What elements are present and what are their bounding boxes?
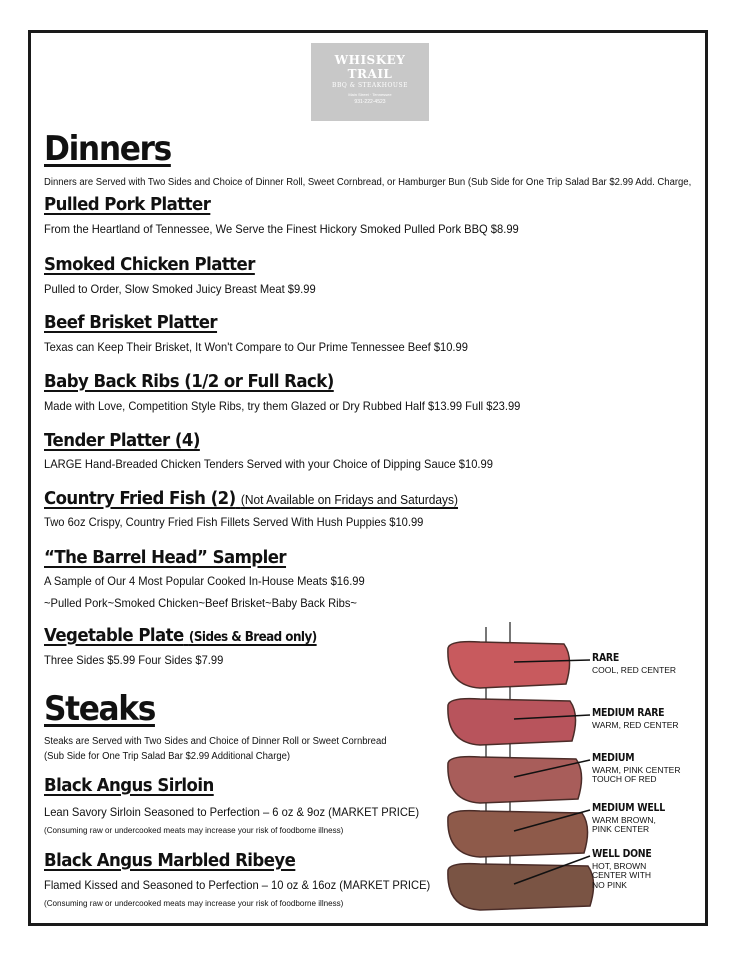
steak-slice xyxy=(448,642,570,688)
doneness-label xyxy=(592,848,662,890)
doneness-label xyxy=(592,752,680,785)
dinners-title: Dinners xyxy=(44,129,171,169)
menu-item-note: (Not Available on Fridays and Saturdays) xyxy=(240,492,459,507)
dinners-intro: Dinners are Served with Two Sides and Choice of Dinner Roll, Sweet Cornbread, or Hamburger Bun (Sub Side for One Trip Salad Bar $2.99 Add. Charge, xyxy=(44,177,692,188)
restaurant-logo xyxy=(311,43,429,121)
doneness-description: WARM, RED CENTER xyxy=(592,720,679,731)
steak-slice xyxy=(448,811,588,857)
food-safety-disclaimer: (Consuming raw or undercooked meats may increase your risk of foodborne illness) xyxy=(44,825,344,835)
menu-item-desc: Flamed Kissed and Seasoned to Perfection – 10 oz & 16oz (MARKET PRICE) xyxy=(44,878,431,892)
menu-item-title xyxy=(44,627,317,645)
doneness-label xyxy=(592,652,676,675)
doneness-description: COOL, RED CENTER xyxy=(592,665,677,676)
menu-item-desc: LARGE Hand-Breaded Chicken Tenders Served with your Choice of Dipping Sauce $10.99 xyxy=(44,457,493,471)
doneness-name: RARE xyxy=(592,651,620,664)
doneness-name: WELL DONE xyxy=(592,847,652,860)
menu-item-desc-2: ~Pulled Pork~Smoked Chicken~Beef Brisket~Baby Back Ribs~ xyxy=(44,596,357,610)
menu-item-title: Black Angus Marbled Ribeye xyxy=(44,850,296,871)
doneness-description: NO PINK xyxy=(592,879,627,890)
doneness-description: CENTER WITH xyxy=(592,870,652,881)
food-safety-disclaimer: (Consuming raw or undercooked meats may increase your risk of foodborne illness) xyxy=(44,898,344,908)
doneness-label xyxy=(592,802,678,835)
menu-item-desc: Three Sides $5.99 Four Sides $7.99 xyxy=(44,653,224,667)
menu-item-note: (Sides & Bread only) xyxy=(188,630,317,645)
menu-item-title xyxy=(44,490,458,508)
doneness-description: TOUCH OF RED xyxy=(592,774,657,785)
logo-tagline: BBQ & STEAKHOUSE xyxy=(332,82,408,89)
menu-item-name: Country Fried Fish (2) xyxy=(44,488,236,509)
steaks-intro-2: (Sub Side for One Trip Salad Bar $2.99 Additional Charge) xyxy=(44,751,291,762)
logo-name: WHISKEY TRAIL xyxy=(334,53,406,81)
steak-slice xyxy=(448,864,594,910)
menu-item-desc: Two 6oz Crispy, Country Fried Fish Fillets Served With Hush Puppies $10.99 xyxy=(44,515,424,529)
menu-item-title: Smoked Chicken Platter xyxy=(44,254,255,275)
doneness-name: MEDIUM xyxy=(592,751,635,764)
menu-item-desc: A Sample of Our 4 Most Popular Cooked In-House Meats $16.99 xyxy=(44,574,365,588)
menu-item-desc: Lean Savory Sirloin Seasoned to Perfection – 6 oz & 9oz (MARKET PRICE) xyxy=(44,805,420,819)
menu-item-title: Pulled Pork Platter xyxy=(44,194,211,215)
menu-item-title: Black Angus Sirloin xyxy=(44,775,214,796)
menu-item-desc: Texas can Keep Their Brisket, It Won't Compare to Our Prime Tennessee Beef $10.99 xyxy=(44,340,468,354)
steaks-intro: Steaks are Served with Two Sides and Choice of Dinner Roll or Sweet Cornbread xyxy=(44,736,387,747)
steak-slice xyxy=(448,757,582,803)
doneness-description: HOT, BROWN xyxy=(592,861,647,872)
steak-slice xyxy=(448,699,576,745)
logo-address: Main Street · Tennessee xyxy=(348,92,392,97)
menu-item-desc: Pulled to Order, Slow Smoked Juicy Breast Meat $9.99 xyxy=(44,282,316,296)
doneness-label xyxy=(592,707,679,730)
menu-item-desc: From the Heartland of Tennessee, We Serve the Finest Hickory Smoked Pulled Pork BBQ $8.99 xyxy=(44,222,519,236)
doneness-name: MEDIUM RARE xyxy=(592,706,665,719)
steak-doneness-chart xyxy=(440,622,702,918)
doneness-description: WARM, PINK CENTER xyxy=(592,765,681,776)
menu-item-title: Baby Back Ribs (1/2 or Full Rack) xyxy=(44,371,334,392)
doneness-description: PINK CENTER xyxy=(592,824,650,835)
menu-item-title: Beef Brisket Platter xyxy=(44,312,218,333)
steaks-title: Steaks xyxy=(44,689,155,729)
menu-item-title: Tender Platter (4) xyxy=(44,430,200,451)
menu-item-desc: Made with Love, Competition Style Ribs, try them Glazed or Dry Rubbed Half $13.99 Full $23.99 xyxy=(44,399,521,413)
doneness-name: MEDIUM WELL xyxy=(592,801,665,814)
menu-item-name: Vegetable Plate xyxy=(44,625,184,646)
logo-phone: 931-222-4523 xyxy=(354,99,386,105)
menu-item-title: “The Barrel Head” Sampler xyxy=(44,547,287,568)
doneness-description: WARM BROWN, xyxy=(592,815,656,826)
